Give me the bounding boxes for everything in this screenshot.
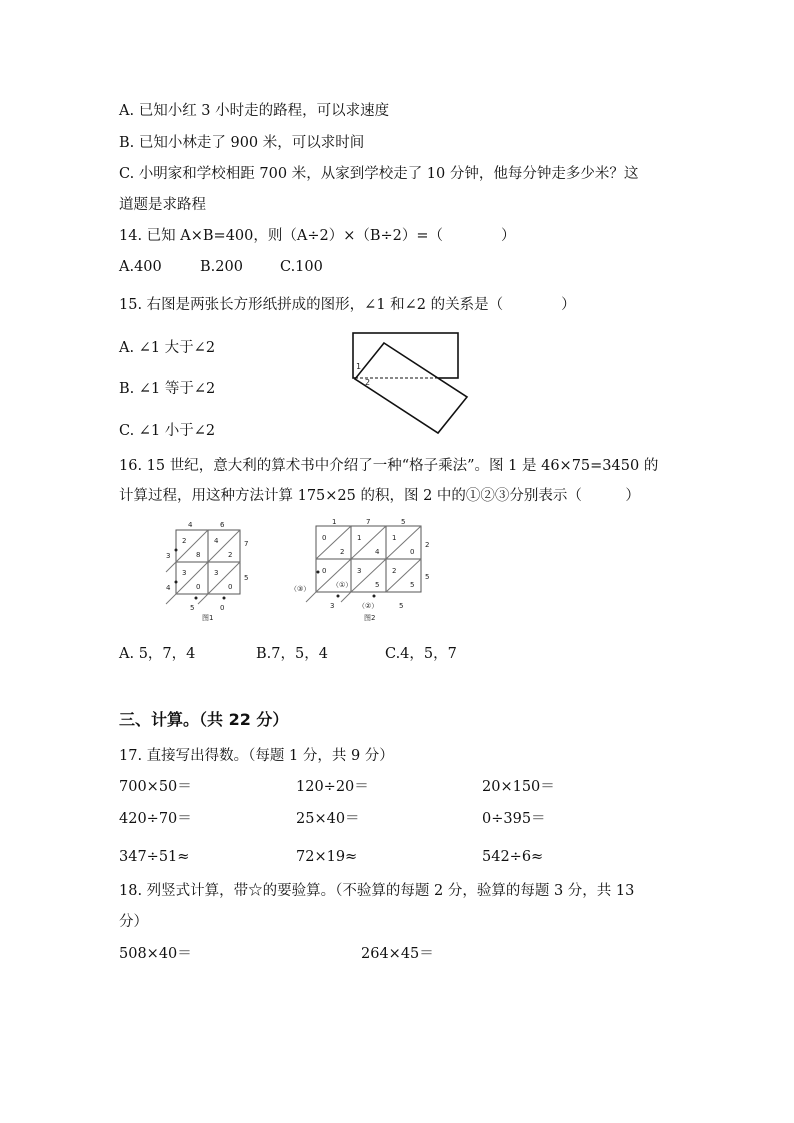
fig1-cell: 4 xyxy=(214,537,219,545)
fig2-cell: 1 xyxy=(392,534,397,542)
fig2-right-2: 5 xyxy=(425,573,430,581)
q17-item: 72×19≈ xyxy=(296,849,358,865)
fig2-caption: 图2 xyxy=(364,614,376,622)
fig1-left-1: 3 xyxy=(166,552,171,560)
section-3-title: 三、计算。（共 22 分） xyxy=(119,710,289,729)
q18-stem-line2: 分） xyxy=(119,914,148,930)
q14-option-c: C.100 xyxy=(280,259,323,275)
fig2-bottom-3: 5 xyxy=(399,602,404,610)
fig2-cell: 3 xyxy=(357,567,362,575)
fig2-cell: 2 xyxy=(340,548,345,556)
fig1-top-1: 4 xyxy=(188,521,193,529)
q15-option-a: A. ∠1 大于∠2 xyxy=(119,340,216,356)
q16-option-a: A. 5，7，4 xyxy=(119,646,196,662)
q16-stem-line2: 计算过程，用这种方法计算 175×25 的积，图 2 中的①②③分别表示（ ） xyxy=(119,488,640,504)
fig2-cell: 0 xyxy=(322,534,327,542)
fig2-cell: 0 xyxy=(410,548,415,556)
fig2-top-2: 7 xyxy=(366,518,371,526)
angle-1-label: 1 xyxy=(356,362,362,371)
q13-option-c-line2: 道题是求路程 xyxy=(119,197,206,213)
q14-option-a: A.400 xyxy=(119,259,162,275)
q14-option-b: B.200 xyxy=(200,259,243,275)
lattice-figure-1 xyxy=(160,518,260,626)
fig2-cell: 1 xyxy=(357,534,362,542)
q18-item-1: 508×40＝ xyxy=(119,946,192,962)
fig2-top-1: 1 xyxy=(332,518,337,526)
angle-2-label: 2 xyxy=(365,378,371,387)
fig1-right-2: 5 xyxy=(244,574,249,582)
fig2-cell: 4 xyxy=(375,548,380,556)
q17-item: 20×150＝ xyxy=(482,779,555,795)
fig1-left-2: 4 xyxy=(166,584,171,592)
fig1-cell: 8 xyxy=(196,551,201,559)
q13-option-a: A. 已知小红 3 小时走的路程，可以求速度 xyxy=(119,103,390,119)
q15-option-c: C. ∠1 小于∠2 xyxy=(119,423,216,439)
lattice-figure-2 xyxy=(288,516,438,628)
q13-option-c-line1: C. 小明家和学校相距 700 米，从家到学校走了 10 分钟，他每分钟走多少米？这 xyxy=(119,166,639,182)
q17-stem: 17. 直接写出得数。（每题 1 分，共 9 分） xyxy=(119,748,394,764)
q16-stem-line1: 16. 15 世纪，意大利的算术书中介绍了一种“格子乘法”。图 1 是 46×75=3450 的 xyxy=(119,458,659,474)
q16-option-b: B.7，5，4 xyxy=(256,646,328,662)
q17-item: 120÷20＝ xyxy=(296,779,369,795)
fig1-right-1: 7 xyxy=(244,540,249,548)
q17-item: 420÷70＝ xyxy=(119,811,192,827)
fig1-cell: 3 xyxy=(214,569,219,577)
fig1-bottom-2: 0 xyxy=(220,604,225,612)
q17-item: 542÷6≈ xyxy=(482,849,544,865)
fig2-bottom-2: （②） xyxy=(358,602,379,610)
fig1-cell: 0 xyxy=(196,583,201,591)
q17-item: 0÷395＝ xyxy=(482,811,546,827)
q17-item: 700×50＝ xyxy=(119,779,192,795)
q17-item: 347÷51≈ xyxy=(119,849,190,865)
fig2-cell: 5 xyxy=(375,581,380,589)
fig2-bottom-1: 3 xyxy=(330,602,335,610)
fig1-cell: 3 xyxy=(182,569,187,577)
fig2-cell: 2 xyxy=(392,567,397,575)
fig1-top-2: 6 xyxy=(220,521,225,529)
q15-stem: 15. 右图是两张长方形纸拼成的图形，∠1 和∠2 的关系是（ ） xyxy=(119,297,576,313)
q17-item: 25×40＝ xyxy=(296,811,360,827)
q18-item-2: 264×45＝ xyxy=(361,946,434,962)
q16-option-c: C.4，5，7 xyxy=(385,646,457,662)
fig2-cell: 5 xyxy=(410,581,415,589)
fig1-caption: 图1 xyxy=(202,614,214,622)
fig2-top-3: 5 xyxy=(401,518,406,526)
fig1-cell: 0 xyxy=(228,583,233,591)
fig2-cell-1: （①） xyxy=(332,581,353,589)
fig1-cell: 2 xyxy=(182,537,187,545)
q14-stem: 14. 已知 A×B=400，则（A÷2）×（B÷2）=（ ） xyxy=(119,228,516,244)
fig2-left-3: （③） xyxy=(290,585,311,593)
fig2-right-1: 2 xyxy=(425,541,430,549)
fig2-cell: 0 xyxy=(322,567,327,575)
fig1-cell: 2 xyxy=(228,551,233,559)
fig1-bottom-1: 5 xyxy=(190,604,195,612)
q15-option-b: B. ∠1 等于∠2 xyxy=(119,381,216,397)
q15-rectangles-figure xyxy=(345,325,475,440)
q18-stem-line1: 18. 列竖式计算，带☆的要验算。（不验算的每题 2 分，验算的每题 3 分，共 13 xyxy=(119,883,635,899)
q13-option-b: B. 已知小林走了 900 米，可以求时间 xyxy=(119,135,365,151)
